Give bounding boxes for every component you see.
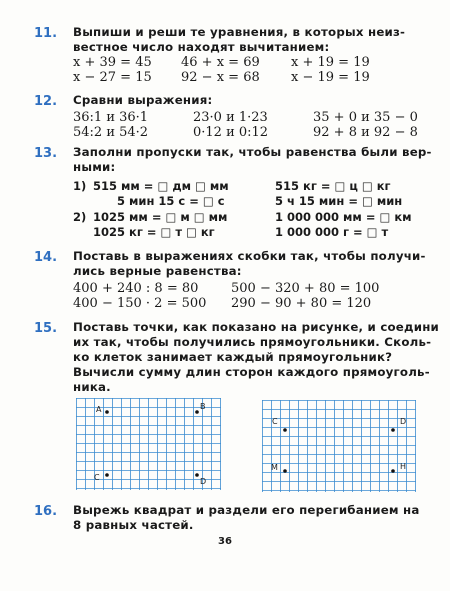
task-line: ника.: [73, 380, 111, 394]
expression-pair: 35 + 0 и 35 − 0: [313, 110, 418, 125]
equation: 400 + 240 : 8 = 80: [73, 281, 199, 296]
conversion: 1025 кг = □ т □ кг: [93, 225, 215, 239]
task-11-number: 11.: [34, 26, 58, 41]
task-line: ными:: [73, 160, 116, 174]
conversion: 5 мин 15 с = □ с: [117, 194, 225, 208]
point-a: [105, 410, 109, 414]
grid-points: [94, 402, 206, 486]
task-line: вестное число находят вычитанием:: [73, 40, 330, 54]
expression-pair: 0·12 и 0:12: [193, 125, 269, 140]
task-line: их так, чтобы получились прямоугольники. Сколь-: [73, 335, 432, 349]
point-d: [391, 428, 395, 432]
page-number: 36: [218, 536, 232, 547]
task-12-number: 12.: [34, 94, 58, 109]
task-15-text: [73, 320, 440, 395]
point-label: D: [400, 417, 407, 426]
expression-pair: 36:1 и 36·1: [73, 110, 149, 125]
task-line: ко клеток занимает каждый прямоугольник?: [73, 350, 393, 364]
point-c: [105, 473, 109, 477]
task-16-text: [73, 503, 433, 533]
expression-pair: 54:2 и 54·2: [73, 125, 149, 140]
task-line: Вырежь квадрат и раздели его перегибанием на: [73, 503, 420, 517]
item-label: 2): [73, 210, 87, 224]
point-label: C: [94, 473, 100, 482]
equation: x − 19 = 19: [291, 70, 370, 85]
grid-figure-left: [76, 398, 222, 491]
task-line: Выпиши и реши те уравнения, в которых неиз-: [73, 25, 406, 39]
equation: 92 − x = 68: [181, 70, 260, 85]
task-line: Заполни пропуски так, чтобы равенства были вер-: [73, 145, 432, 159]
point-label: D: [200, 477, 207, 486]
task-13-text: [73, 145, 433, 175]
task-14-number: 14.: [34, 250, 58, 265]
task-11-text: [73, 25, 433, 55]
equation: x + 19 = 19: [291, 55, 370, 70]
task-14-text: [73, 249, 433, 279]
equation: 290 − 90 + 80 = 120: [231, 296, 372, 311]
equation: 400 − 150 · 2 = 500: [73, 296, 207, 311]
point-label: H: [400, 462, 407, 471]
equation: 500 − 320 + 80 = 100: [231, 281, 380, 296]
task-16-number: 16.: [34, 504, 58, 519]
conversion: 1 000 000 г = □ т: [275, 225, 389, 239]
expression-pair: 23·0 и 1·23: [193, 110, 268, 125]
item-label: 1): [73, 179, 87, 193]
equation: x + 39 = 45: [73, 55, 152, 70]
task-line: Поставь в выражениях скобки так, чтобы получи-: [73, 249, 426, 263]
point-label: M: [271, 463, 278, 472]
grid-points: [271, 417, 406, 473]
point-label: C: [272, 417, 278, 426]
conversion: 515 мм = □ дм □ мм: [93, 179, 229, 193]
point-c: [283, 428, 287, 432]
task-15-number: 15.: [34, 321, 58, 336]
point-label: A: [96, 405, 102, 414]
task-12-text: [73, 93, 433, 108]
equation: x − 27 = 15: [73, 70, 152, 85]
task-line: лись верные равенства:: [73, 264, 242, 278]
equation: 46 + x = 69: [181, 55, 260, 70]
task-line: Сравни выражения:: [73, 93, 213, 107]
grid-lines: [262, 400, 416, 492]
point-h: [391, 469, 395, 473]
conversion: 515 кг = □ ц □ кг: [275, 179, 391, 193]
task-line: Вычисли сумму длин сторон каждого прямоуголь-: [73, 365, 430, 379]
grid-figure-right: [262, 400, 417, 493]
point-d: [195, 473, 199, 477]
task-line: Поставь точки, как показано на рисунке, и соедини: [73, 320, 440, 334]
point-b: [195, 410, 199, 414]
conversion: 1 000 000 мм = □ км: [275, 210, 412, 224]
expression-pair: 92 + 8 и 92 − 8: [313, 125, 418, 140]
point-m: [283, 469, 287, 473]
task-line: 8 равных частей.: [73, 518, 194, 532]
point-label: B: [200, 402, 206, 411]
task-13-number: 13.: [34, 146, 58, 161]
conversion: 1025 мм = □ м □ мм: [93, 210, 228, 224]
conversion: 5 ч 15 мин = □ мин: [275, 194, 403, 208]
